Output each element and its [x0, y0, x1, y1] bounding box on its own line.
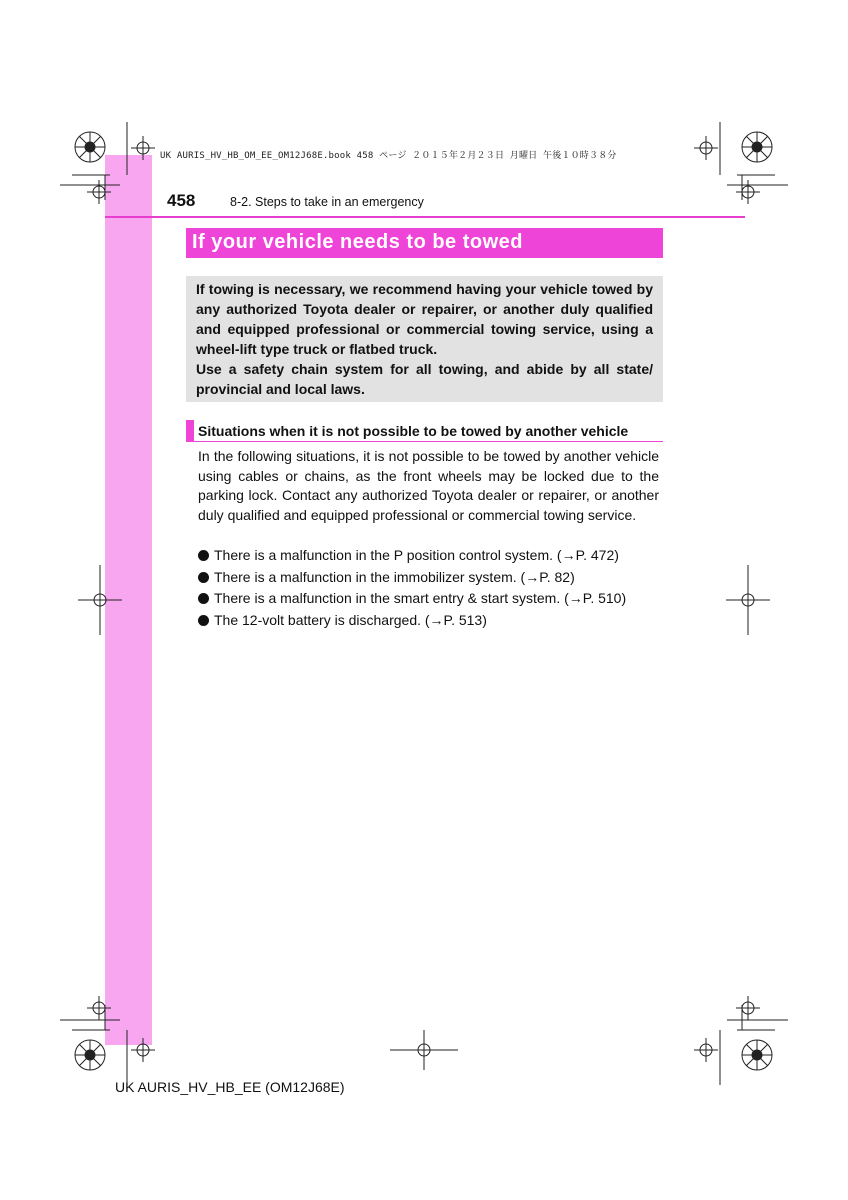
registration-mark-top-left [75, 132, 105, 162]
subsection-body: In the following situations, it is not possible to be towed by another vehicle using cables or chains, as the front wheels may be locked due to the parking lock. Contact any authorized Toyota dealer or repairer, or another duly qualified and equipped professional or commercial towing service. [198, 448, 659, 523]
crosshair-bottom-center [390, 1030, 458, 1070]
list-item [198, 545, 668, 567]
intro-text [196, 279, 653, 399]
footer-code: UK AURIS_HV_HB_EE (OM12J68E) [115, 1079, 345, 1095]
crosshair-top-left-2 [87, 180, 111, 204]
crosshair-top-right-1 [694, 136, 718, 160]
crosshair-bottom-left-1 [87, 996, 111, 1020]
subsection-marker [186, 420, 194, 442]
list-item-text: There is a malfunction in the P position control system. (→P. 472) [214, 547, 619, 563]
intro-paragraph: If towing is necessary, we recommend having your vehicle towed by any authorized Toyota dealer or repairer, or another duly qualified and equipped professional or commercial towing service, using a wheel-lift type truck or flatbed truck. [196, 281, 653, 357]
subsection-title: Situations when it is not possible to be towed by another vehicle [198, 423, 629, 439]
bullet-list [198, 545, 668, 631]
section-label: 8-2. Steps to take in an emergency [230, 195, 424, 209]
bullet-icon [198, 615, 209, 626]
crosshair-bottom-right-1 [736, 996, 760, 1020]
crosshair-mid-left [78, 565, 122, 635]
list-item [198, 567, 668, 589]
list-item-text: The 12-volt battery is discharged. (→P. 513) [214, 611, 487, 628]
intro-paragraph: Use a safety chain system for all towing, and abide by all state/ provincial and local laws. [196, 361, 653, 397]
subsection-underline [194, 441, 663, 442]
crosshair-top-right-2 [736, 180, 760, 204]
crosshair-mid-right [726, 565, 770, 635]
print-info-line: UK AURIS_HV_HB_OM_EE_OM12J68E.book 458 ページ ２０１５年２月２３日 月曜日 午後１０時３８分 [160, 151, 617, 161]
page-number: 458 [167, 191, 196, 210]
crosshair-bottom-right-2 [694, 1038, 718, 1062]
list-item [198, 588, 668, 610]
list-item-text: There is a malfunction in the immobilizer system. (→P. 82) [214, 568, 575, 585]
registration-mark-top-right [742, 132, 772, 162]
registration-mark-bottom-right [742, 1040, 772, 1070]
bullet-icon [198, 572, 209, 583]
page-title: If your vehicle needs to be towed [192, 231, 524, 253]
list-item-text: There is a malfunction in the smart entry & start system. (→P. 510) [214, 590, 627, 606]
crosshair-top-left-1 [131, 136, 155, 160]
registration-mark-bottom-left [75, 1040, 105, 1070]
crosshair-bottom-left-2 [131, 1038, 155, 1062]
list-item [198, 610, 668, 632]
bullet-icon [198, 550, 209, 561]
bullet-icon [198, 593, 209, 604]
